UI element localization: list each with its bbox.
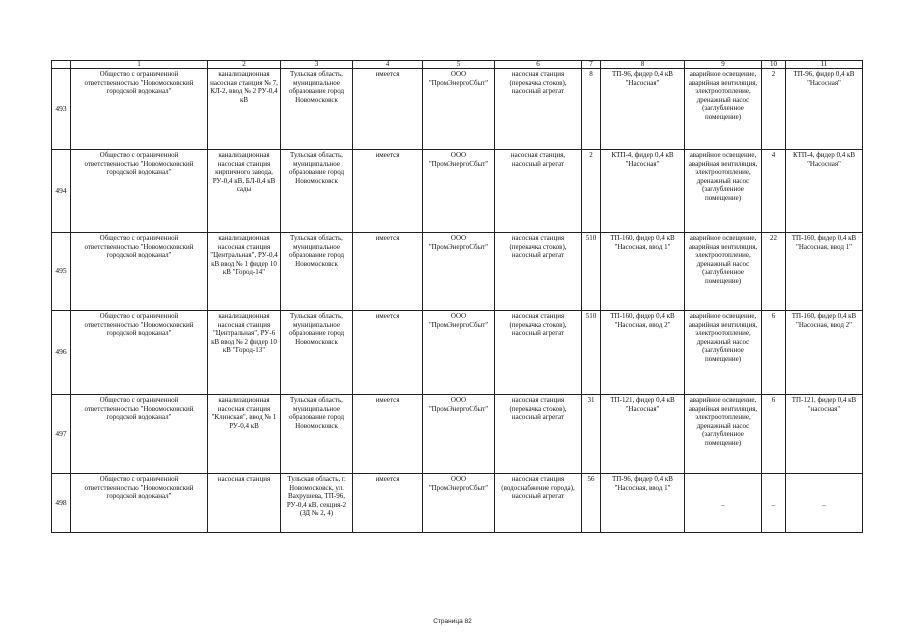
table-body <box>52 61 863 533</box>
power-cell: 8 <box>582 69 601 150</box>
power-cell: 510 <box>582 233 601 311</box>
reserve-cell: аварийное освещение, аварийная вентиляция, электроотопление, дренажный насос (заглубленное помещение) <box>685 233 762 311</box>
organization-cell: Общество с ограниченной ответственностью "Новомосковский городской водоканал" <box>71 69 208 150</box>
supplier-cell: ООО "ПромЭнергоСбыт" <box>423 474 495 533</box>
column-number: 11 <box>786 61 863 69</box>
equipment-cell: насосная станция, насосный агрегат <box>495 150 582 233</box>
column-number: 2 <box>208 61 281 69</box>
equipment-cell: насосная станция (перекачка стоков), насосный агрегат <box>495 69 582 150</box>
reserve-feed-cell: ТП-160, фидер 0,4 кВ "Насосная, ввод 1" <box>786 233 863 311</box>
object-cell: канализационная насосная станция "Клинская", ввод № 1 РУ-0,4 кВ <box>208 395 281 474</box>
column-number: 5 <box>423 61 495 69</box>
object-cell: канализационная насосная станция кирпичного завода, РУ-0,4 кВ, БЛ-0,4 кВ сады <box>208 150 281 233</box>
column-number: 9 <box>685 61 762 69</box>
reserve-power-cell: 4 <box>762 150 786 233</box>
reserve-feed-cell: КТП-4, фидер 0,4 кВ "Насосная" <box>786 150 863 233</box>
feed-cell: ТП-96, фидер 0,4 кВ "Насосная" <box>601 69 685 150</box>
row-number: 497 <box>52 395 71 474</box>
supplier-cell: ООО "ПромЭнергоСбыт" <box>423 233 495 311</box>
reserve-cell: аварийное освещение, аварийная вентиляция, электроотопление, дренажный насос (заглубленное помещение) <box>685 150 762 233</box>
reserve-cell: _ <box>685 474 762 533</box>
status-cell: имеется <box>353 150 423 233</box>
reserve-feed-cell: ТП-96, фидер 0,4 кВ "Насосная" <box>786 69 863 150</box>
table-row <box>52 311 863 395</box>
power-cell: 56 <box>582 474 601 533</box>
address-cell: Тульская область, муниципальное образование город Новомосковск <box>281 150 353 233</box>
feed-cell: ТП-160, фидер 0,4 кВ "Насосная, ввод 2" <box>601 311 685 395</box>
object-cell: насосная станция <box>208 474 281 533</box>
feed-cell: КТП-4, фидер 0,4 кВ "Насосная" <box>601 150 685 233</box>
table-row <box>52 474 863 533</box>
equipment-cell: насосная станция (перекачка стоков), насосный агрегат <box>495 233 582 311</box>
reserve-power-cell: 6 <box>762 311 786 395</box>
object-cell: канализационная насосная станция "Центральная", РУ-0,4 кВ ввод № 1 фидер 10 кВ "Город-14" <box>208 233 281 311</box>
address-cell: Тульская область, муниципальное образование город Новомосковск <box>281 311 353 395</box>
status-cell: имеется <box>353 69 423 150</box>
table-row <box>52 69 863 150</box>
data-table <box>51 60 863 533</box>
reserve-feed-cell: ТП-121, фидер 0,4 кВ "насосная" <box>786 395 863 474</box>
supplier-cell: ООО "ПромЭнергоСбыт" <box>423 395 495 474</box>
organization-cell: Общество с ограниченной ответственностью "Новомосковский городской водоканал" <box>71 150 208 233</box>
reserve-cell: аварийное освещение, аварийная вентиляция, электроотопление, дренажный насос (заглубленное помещение) <box>685 395 762 474</box>
supplier-cell: ООО "ПромЭнергоСбыт" <box>423 311 495 395</box>
reserve-cell: аварийное освещение, аварийная вентиляция, электроотопление, дренажный насос (заглубленное помещение) <box>685 311 762 395</box>
organization-cell: Общество с ограниченной ответственностью "Новомосковский городской водоканал" <box>71 395 208 474</box>
reserve-power-cell: 22 <box>762 233 786 311</box>
equipment-cell: насосная станция (перекачка стоков), насосный агрегат <box>495 395 582 474</box>
object-cell: канализационная насосная станция № 7, КЛ-2, ввод № 2 РУ-0,4 кВ <box>208 69 281 150</box>
row-number: 496 <box>52 311 71 395</box>
reserve-cell: аварийное освещение, аварийная вентиляция, электроотопление, дренажный насос (заглубленное помещение) <box>685 69 762 150</box>
organization-cell: Общество с ограниченной ответственностью "Новомосковский городской водоканал" <box>71 474 208 533</box>
table-row <box>52 233 863 311</box>
column-number: 1 <box>71 61 208 69</box>
table-row <box>52 395 863 474</box>
row-number: 495 <box>52 233 71 311</box>
row-number: 494 <box>52 150 71 233</box>
power-cell: 510 <box>582 311 601 395</box>
row-number: 498 <box>52 474 71 533</box>
feed-cell: ТП-121, фидер 0,4 кВ "Насосная" <box>601 395 685 474</box>
column-number: 8 <box>601 61 685 69</box>
power-cell: 31 <box>582 395 601 474</box>
reserve-power-cell: _ <box>762 474 786 533</box>
column-number: 10 <box>762 61 786 69</box>
organization-cell: Общество с ограниченной ответственностью "Новомосковский городской водоканал" <box>71 233 208 311</box>
table-row <box>52 150 863 233</box>
supplier-cell: ООО "ПромЭнергоСбыт" <box>423 69 495 150</box>
feed-cell: ТП-160, фидер 0,4 кВ "Насосная, ввод 1" <box>601 233 685 311</box>
status-cell: имеется <box>353 311 423 395</box>
corner-cell <box>52 61 71 69</box>
reserve-power-cell: 2 <box>762 69 786 150</box>
column-number: 6 <box>495 61 582 69</box>
power-cell: 2 <box>582 150 601 233</box>
object-cell: канализационная насосная станция "Центральная", РУ-6 кВ ввод № 2 фидер 10 кВ "Город-13" <box>208 311 281 395</box>
organization-cell: Общество с ограниченной ответственностью "Новомосковский городской водоканал" <box>71 311 208 395</box>
address-cell: Тульская область, муниципальное образование город Новомосковск <box>281 233 353 311</box>
column-number: 7 <box>582 61 601 69</box>
column-number-row <box>52 61 863 69</box>
status-cell: имеется <box>353 474 423 533</box>
address-cell: Тульская область, муниципальное образование город Новомосковск <box>281 395 353 474</box>
address-cell: Тульская область, г. Новомосковск, ул. Вахрушева, ТП-96, РУ-0,4 кВ, секция-2 (ЗД № 2, 4) <box>281 474 353 533</box>
equipment-cell: насосная станция (водоснабжение города), насосный агрегат <box>495 474 582 533</box>
reserve-feed-cell: ТП-160, фидер 0,4 кВ "Насосная, ввод 2" <box>786 311 863 395</box>
status-cell: имеется <box>353 233 423 311</box>
supplier-cell: ООО "ПромЭнергоСбыт" <box>423 150 495 233</box>
reserve-feed-cell: _ <box>786 474 863 533</box>
reserve-power-cell: 6 <box>762 395 786 474</box>
column-number: 4 <box>353 61 423 69</box>
address-cell: Тульская область, муниципальное образование город Новомосковск <box>281 69 353 150</box>
column-number: 3 <box>281 61 353 69</box>
page-number: Страница 82 <box>433 618 472 625</box>
equipment-cell: насосная станция (перекачка стоков), насосный агрегат <box>495 311 582 395</box>
status-cell: имеется <box>353 395 423 474</box>
row-number: 493 <box>52 69 71 150</box>
feed-cell: ТП-96, фидер 0,4 кВ "Насосная, ввод 1" <box>601 474 685 533</box>
